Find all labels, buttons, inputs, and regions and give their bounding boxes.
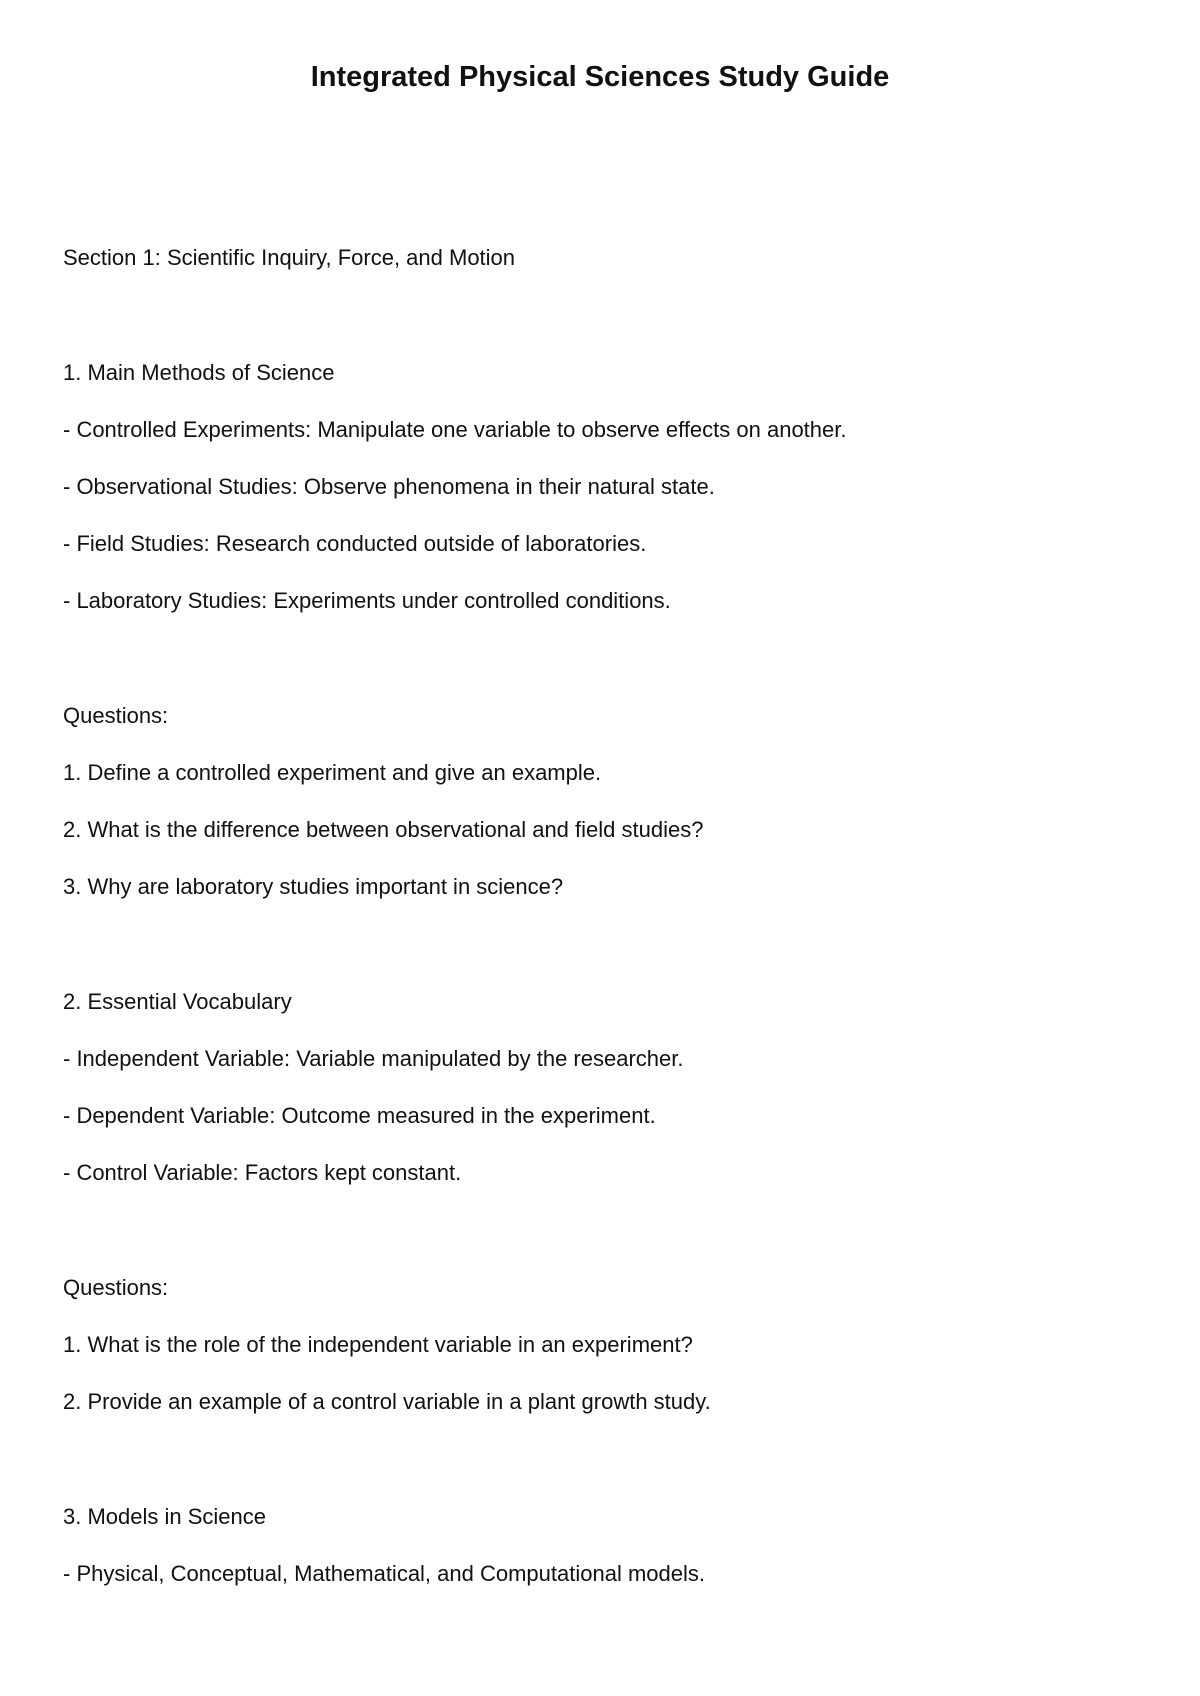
question-item: 2. What is the difference between observational and field studies? xyxy=(63,817,704,842)
list-item: - Laboratory Studies: Experiments under controlled conditions. xyxy=(63,588,671,613)
question-item: 3. Why are laboratory studies important in science? xyxy=(63,874,564,899)
list-item: - Field Studies: Research conducted outside of laboratories. xyxy=(63,531,647,556)
list-item: - Observational Studies: Observe phenomena in their natural state. xyxy=(63,474,715,499)
section-heading: Section 1: Scientific Inquiry, Force, and Motion xyxy=(63,245,516,270)
questions-label: Questions: xyxy=(63,703,169,728)
questions-label: Questions: xyxy=(63,1275,169,1300)
part1-heading: 1. Main Methods of Science xyxy=(63,360,335,385)
list-item: - Dependent Variable: Outcome measured in the experiment. xyxy=(63,1103,656,1128)
question-item: 1. Define a controlled experiment and give an example. xyxy=(63,760,602,785)
part3-heading: 3. Models in Science xyxy=(63,1504,266,1529)
question-item: 2. Provide an example of a control variable in a plant growth study. xyxy=(63,1389,711,1414)
list-item: - Controlled Experiments: Manipulate one variable to observe effects on another. xyxy=(63,417,847,442)
list-item: - Physical, Conceptual, Mathematical, and Computational models. xyxy=(63,1561,705,1586)
list-item: - Control Variable: Factors kept constant. xyxy=(63,1160,462,1185)
question-item: 1. What is the role of the independent variable in an experiment? xyxy=(63,1332,693,1357)
document-title: Integrated Physical Sciences Study Guide xyxy=(310,61,890,93)
part2-heading: 2. Essential Vocabulary xyxy=(63,989,292,1014)
list-item: - Independent Variable: Variable manipulated by the researcher. xyxy=(63,1046,684,1071)
